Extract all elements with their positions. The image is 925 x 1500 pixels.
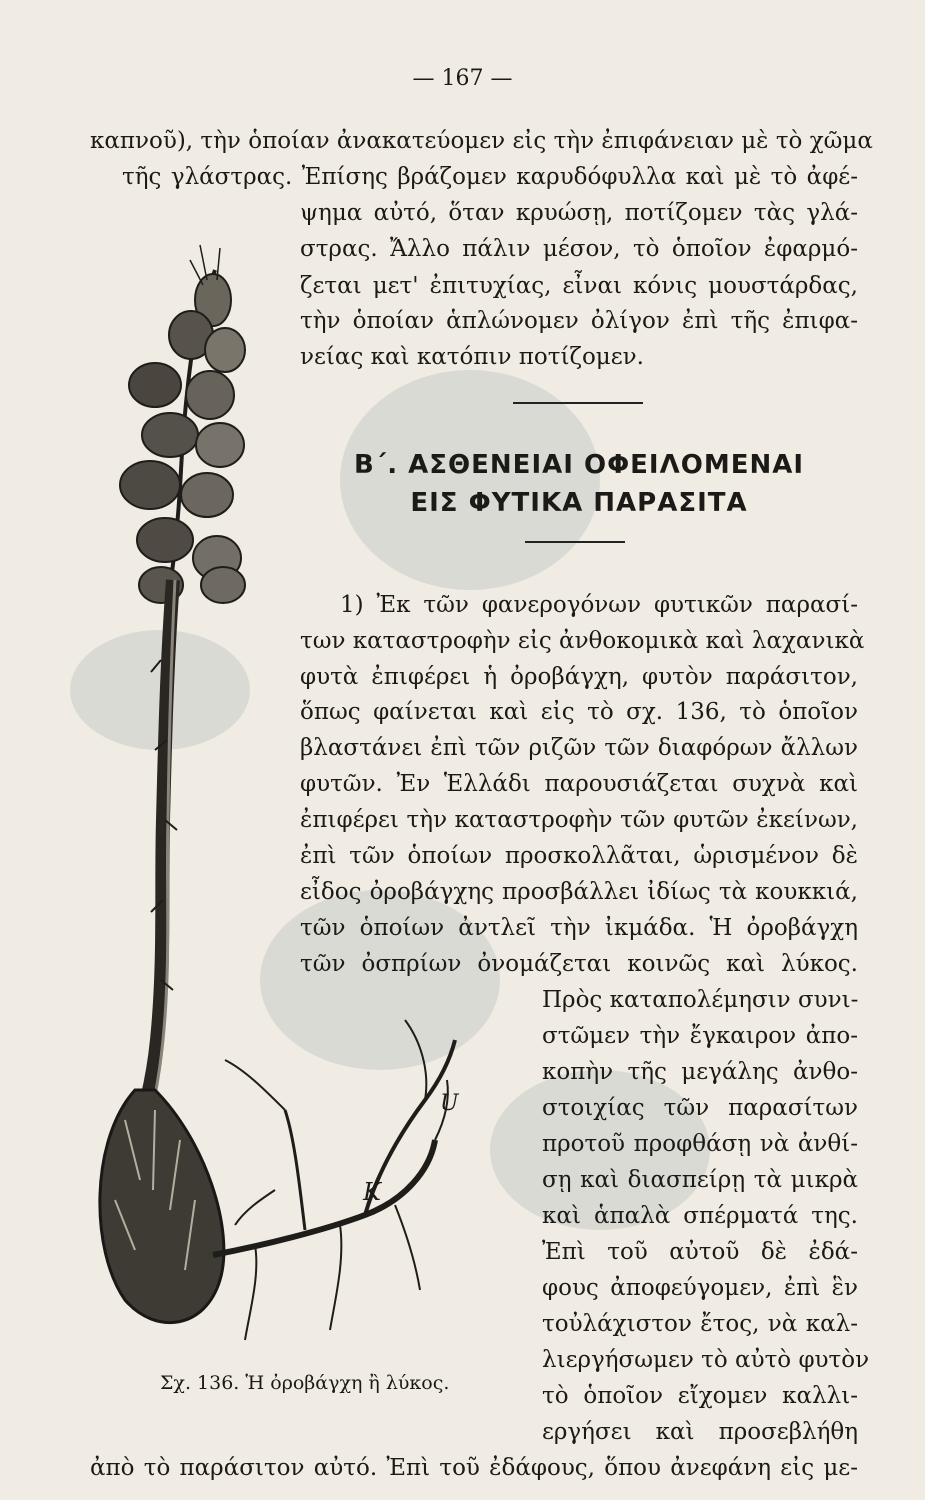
figure-caption: Σχ. 136. Ἡ ὀροβάγχη ἢ λύκος. [160,1372,450,1394]
text-line: καὶ ἁπαλὰ σπέρματά της. [542,1203,858,1229]
flower-spike [120,245,245,603]
text-line: ὅπως φαίνεται καὶ εἰς τὸ σχ. 136, τὸ ὁποῖον [300,699,858,725]
text-line: τῶν ὀσπρίων ὀνομάζεται κοινῶς καὶ λύκος. [300,951,858,977]
text-line: φυτὰ ἐπιφέρει ἡ ὀροβάγχη, φυτὸν παράσιτον, [300,664,858,690]
text-line: τὴν ὁποίαν ἁπλώνομεν ὀλίγον ἐπὶ τῆς ἐπιφα- [300,308,858,334]
text-line: 1) Ἐκ τῶν φανερογόνων φυτικῶν παρασί- [340,592,858,618]
orobanche-illustration [95,240,535,1360]
text-line: ἀπὸ τὸ παράσιτον αὐτό. Ἐπὶ τοῦ ἐδάφους, ὅπου ἀνεφάνη εἰς με- [90,1455,858,1481]
figure-label-k: K [363,1178,381,1206]
text-line: τῶν ὁποίων ἀντλεῖ τὴν ἰκμάδα. Ἡ ὀροβάγχη [300,915,858,941]
text-line: Πρὸς καταπολέμησιν συνι- [542,987,859,1013]
text-line: Ἐπὶ τοῦ αὐτοῦ δὲ ἐδά- [542,1239,858,1265]
text-line: εργήσει καὶ προσεβλήθη [542,1419,858,1445]
host-root [213,1020,455,1340]
text-line: νείας καὶ κατόπιν ποτίζομεν. [300,344,644,370]
text-line: τοὐλάχιστον ἔτος, νὰ καλ- [542,1311,858,1337]
page-number: — 167 — [412,66,513,91]
text-line: στοιχίας τῶν παρασίτων [542,1095,858,1121]
text-line: τὸ ὁποῖον εἴχομεν καλλι- [542,1383,858,1409]
text-line: φους ἀποφεύγομεν, ἐπὶ ἓν [542,1275,858,1301]
text-line: καπνοῦ), τὴν ὁποίαν ἀνακατεύομεν εἰς τὴν ἐπιφάνειαν μὲ τὸ χῶμα [90,128,873,154]
text-line: λιεργήσωμεν τὸ αὐτὸ φυτὸν [542,1347,870,1373]
plant-base [100,1090,224,1323]
section-heading: Β΄. ΑΣΘΕΝΕΙΑΙ ΟΦΕΙΛΟΜΕΝΑΙ [353,450,805,480]
text-line: βλαστάνει ἐπὶ τῶν ριζῶν τῶν διαφόρων ἄλλων [300,735,858,761]
text-line: των καταστροφὴν εἰς ἀνθοκομικὰ καὶ λαχανικὰ [300,628,865,654]
text-line: εἶδος ὀροβάγχης προσβάλλει ἰδίως τὰ κουκκιά, [300,879,858,905]
text-line: φυτῶν. Ἐν Ἑλλάδι παρουσιάζεται συχνὰ καὶ [300,771,858,797]
section-subheading: ΕΙΣ ΦΥΤΙΚΑ ΠΑΡΑΣΙΤΑ [410,488,748,518]
figure-label-u: U [440,1091,459,1116]
text-line: ἐπὶ τῶν ὁποίων προσκολλᾶται, ὡρισμένον δὲ [300,843,858,869]
text-line: ἐπιφέρει τὴν καταστροφὴν τῶν φυτῶν ἐκείνων, [300,807,858,833]
section-divider [525,541,625,543]
text-line: τῆς γλάστρας. Ἐπίσης βράζομεν καρυδόφυλλα καὶ μὲ τὸ ἀφέ- [122,164,858,190]
text-line: ζεται μετ' ἐπιτυχίας, εἶναι κόνις μουστάρδας, [300,273,858,299]
text-line: στρας. Ἄλλο πάλιν μέσον, τὸ ὁποῖον ἐφαρμό- [300,236,858,262]
text-line: στῶμεν τὴν ἔγκαιρον ἀπο- [542,1023,858,1049]
text-line: σῃ καὶ διασπείρῃ τὰ μικρὰ [542,1167,858,1193]
text-line: ψημα αὐτό, ὅταν κρυώσῃ, ποτίζομεν τὰς γλά- [300,200,858,226]
text-line: προτοῦ προφθάσῃ νὰ ἀνθί- [542,1131,858,1157]
text-line: κοπὴν τῆς μεγάλης ἀνθο- [542,1059,858,1085]
